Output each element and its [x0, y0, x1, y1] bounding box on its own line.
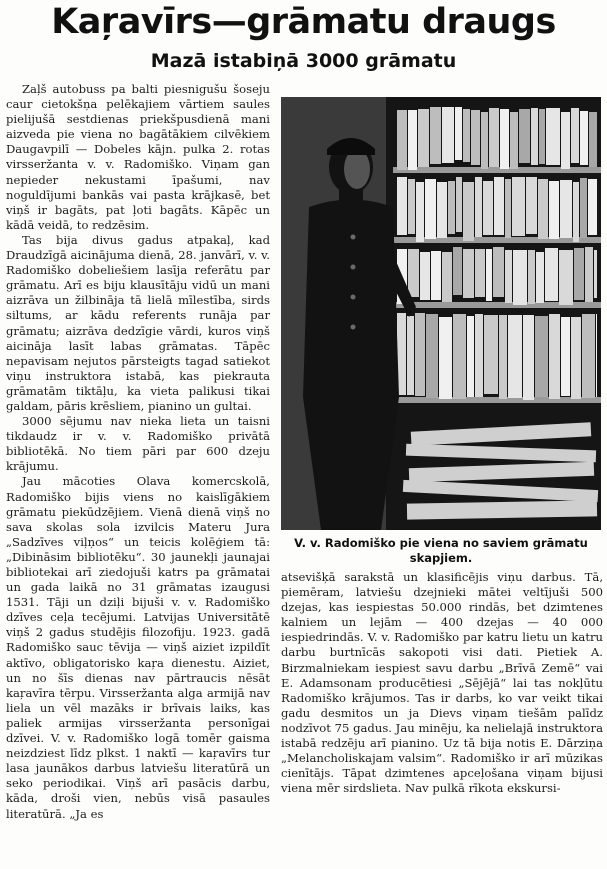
book-spine [539, 109, 545, 164]
paragraph: Jau mācoties Olava komercskolā, Radomiško bijis viens no kaislīgākiem grāmatu piekūdzējiem. Vienā dienā viņš no sava skolas sola izvilcis Materu Jura „Sadzīves viļņos“ un teicis kolēģiem tā: „Dibināsim bibliotēku“. 30 jaunekļi jaunajai bibliotekai arī ziedojuši katrs pa grāmatai un gada laikā no 31 grāmatas izaugusi 1531. Tāji un dziļi bijuši v. v. Radomiško dzīves ceļa tecējumi. Latvijas Universitātē viņš 2 gadus studējis filozofiju. 1923. gadā Radomiško sauc tēvija — viņš aiziet izpildīt aktīvo, obligatorisko kaŗa dienestu. Aiziet, un no šīs dienas nav pārtraucis nēsāt kaŗavīra tērpu. Virsseržanta alga armijā nav liela un vēl mazāks ir brīvais laiks, kas paliek armijas virsseržanta personīgai dzīvei. V. v. Radomiško logā tomēr gaisma neizdziest līdz plkst. 1 naktī — kaŗavīrs tur lasa jaunākos darbus latviešu literatūrā un seko periodikai. Viņš arī pasācis darbu, kāda, droši vien, nebūs visā pasaules literatūrā. „Ja es [6, 474, 270, 821]
book-spine [426, 314, 438, 398]
book-spine [580, 111, 588, 165]
book-spine [408, 110, 417, 170]
book-spine [588, 179, 597, 235]
photo-illustration [281, 97, 601, 530]
book-spine [407, 316, 414, 395]
book-spine [561, 317, 570, 396]
book-spine [585, 247, 593, 302]
book-spine [453, 314, 466, 399]
book-spine [489, 108, 499, 167]
photo-man-at-bookshelf [281, 97, 601, 530]
subheadline: Mazā istabiņā 3000 grāmatu [150, 50, 457, 72]
book-spine [415, 313, 425, 396]
paragraph: Tas bija divus gadus atpakaļ, kad Draudzīgā aicinājuma dienā, 28. janvārī, v. v. Radomiško dobeliešiem lasīja referātu par grāmatu. Arī es biju klausītāju vidū un mani aizrāva un žilbināja tā lielā mīlestība, sirds siltums, ar kādu referents runāja par grāmatu; aizrāva dedzīgie vārdi, kuros viņš aicināja lasīt labas grāmatas. Tāpēc nepavisam nejutos pārsteigts tagad satiekot viņu instruktora istabā, kas piekrauta grāmatām tiktāļu, ka vieta palikusi tikai galdam, pāris krēsliem, pianino un gultai. [6, 232, 270, 413]
book-spine [437, 182, 447, 238]
book-spine [571, 317, 581, 399]
book-spine [420, 252, 430, 300]
book-spine [594, 250, 597, 298]
book-spine [545, 248, 558, 301]
paragraph: Zaļš autobuss pa balti piesnigušu šoseju caur cietokšņa pelēkajiem vārtiem saules pielijušā sestdienas priekšpusdienā mani aizveda pie viena no bagātākiem cilvēkiem Daugavpilī — Dobeles kājn. pulka 2. rotas virsseržanta v. v. Radomiško. Viņam gan nepieder nekustami īpašumi, nav noguldījumi bankās vai pasta krājkasē, bet viņš ir bagāts, pat ļoti bagāts. Kāpēc un kādā veidā, to redzēsim. [6, 82, 270, 232]
book-spine [463, 109, 470, 162]
book-spine [467, 316, 474, 397]
book-spine [561, 112, 570, 169]
book-spine [536, 252, 544, 303]
book-spine [549, 314, 560, 399]
book-spine [483, 181, 493, 235]
book-spine [546, 108, 560, 165]
book-spine [493, 247, 504, 297]
book-spine [484, 315, 498, 394]
book-spine [523, 315, 534, 400]
book-spine [408, 179, 415, 234]
book-spine [549, 181, 559, 239]
book-spine [481, 112, 488, 169]
book-spine [442, 252, 452, 302]
book-spine [439, 317, 452, 399]
book-spine [571, 108, 579, 163]
book-spine [560, 180, 572, 238]
book-spine [475, 177, 482, 237]
book-spine [500, 109, 509, 169]
book-spine [431, 251, 441, 300]
book-spine [499, 315, 507, 399]
book-spine [510, 112, 518, 169]
book-spine [425, 179, 436, 239]
book-spine [416, 182, 424, 242]
photo-caption: V. v. Radomiško pie viena no saviem grāmatu skapjiem. [294, 536, 588, 565]
book-spine [463, 182, 474, 241]
book-spine [430, 107, 441, 164]
book-spine [475, 249, 485, 297]
book-spine [448, 181, 455, 234]
book-spine [512, 177, 525, 236]
article-left-column [6, 82, 270, 822]
book-spine [418, 109, 429, 167]
book-spine [531, 108, 538, 165]
book-spine [471, 110, 480, 165]
book-spine [397, 177, 407, 235]
book-spine [573, 182, 579, 242]
book-spine [582, 314, 595, 398]
book-spine [442, 107, 454, 163]
book-spine [513, 250, 527, 305]
book-spine [596, 314, 597, 397]
book-spine [486, 249, 492, 301]
book-spine [455, 107, 462, 160]
book-spine [559, 250, 573, 305]
book-spine [397, 110, 407, 170]
book-spine [456, 177, 462, 232]
book-spine [574, 248, 584, 300]
book-spine [408, 249, 419, 297]
book-spine [475, 314, 483, 397]
book-spine [505, 250, 512, 303]
headline: Kaŗavīrs—grāmatu draugs [51, 2, 556, 42]
book-spine [589, 112, 597, 167]
paragraph: atsevišķā sarakstā un klasificējis viņu darbus. Tā, piemēram, latviešu dzejnieki mātei veltījuši 500 dzejas, kas iespiestas 50.000 rindās, bet dzimtenes kalniem un lejām — 400 dzejas — 40 000 iespiedrindās. V. v. Radomiško par katru lietu un katru darbu burtnīcās sakopoti visi dati. Pietiek A. Birzmalniekam iespiest savu darbu „Brīvā Zemē“ vai E. Adamsonam producētiesi „Sējējā“ lai tas nokļūtu Radomiško krājumos. Tas ir darbs, ko var veikt tikai gadu desmitos un ja Dievs viņam tiešām palīdz nodzīvot 75 gadus. Jau minēju, ka nelielajā instruktora istabā redzēju arī pianino. Uz tā bija notis E. Dārziņa „Melancholiskajam valsim“. Radomiško ir arī mūzikas cienītājs. Tāpat dzimtenes apceļošana viņam bijusi viena mēr sirdslieta. Nav pulkā rīkota ekskursi- [281, 570, 603, 796]
article-right-column [281, 570, 603, 796]
book-spine [519, 109, 530, 163]
book-spine [526, 177, 537, 234]
book-spine [535, 316, 548, 397]
book-spine [494, 177, 504, 235]
book-spine [453, 247, 462, 295]
book-spine [538, 179, 548, 239]
book-spine [463, 249, 474, 298]
book-spine [528, 250, 535, 304]
book-spine [508, 315, 522, 398]
paragraph: 3000 sējumu nav nieka lieta un taisni tikdaudz ir v. v. Radomiško privātā bibliotēkā. No tiem pāri par 600 dzeju krājumu. [6, 414, 270, 474]
book-spine [505, 179, 511, 238]
book-spine [580, 178, 587, 238]
